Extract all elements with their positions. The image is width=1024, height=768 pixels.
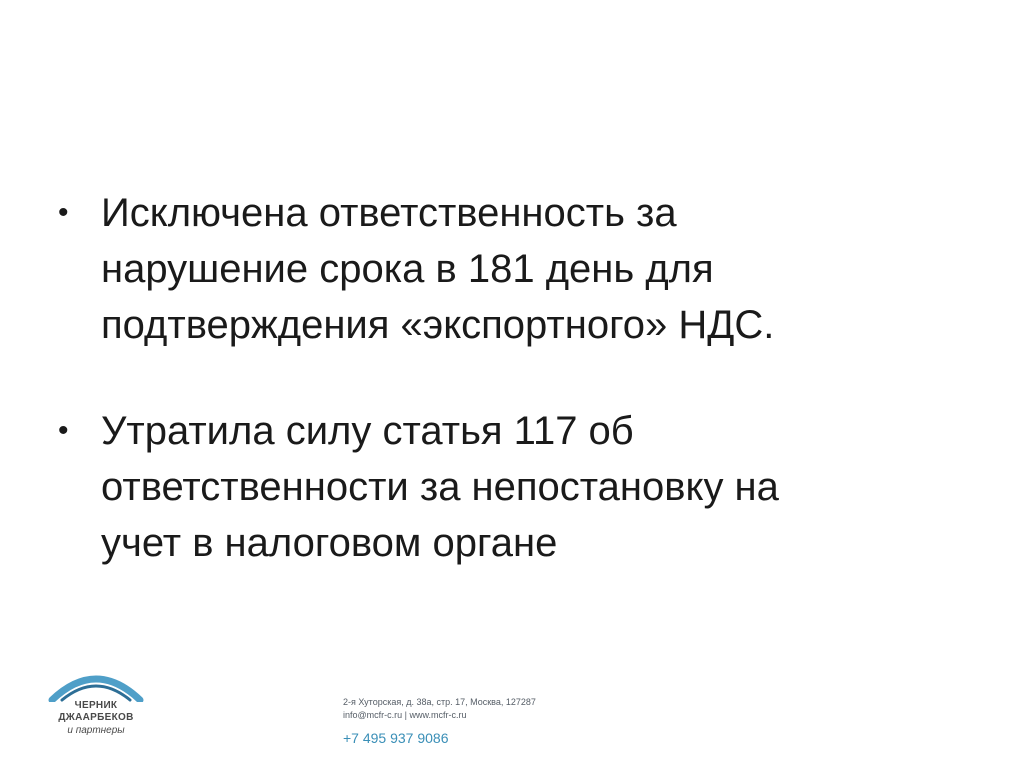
footer-contacts (343, 696, 536, 747)
bullet-text-line: ответственности за непостановку на (101, 465, 779, 509)
bullet-marker: • (58, 196, 69, 229)
bullet-text-line: нарушение срока в 181 день для (101, 247, 714, 291)
bullet-item (56, 403, 956, 571)
bullet-text-line: Исключена ответственность за (101, 191, 677, 235)
bullet-text-line: Утратила силу статья 117 об (101, 409, 634, 453)
logo-text-line: ЧЕРНИК (74, 700, 118, 711)
bullet-item (56, 185, 956, 353)
company-logo (48, 668, 144, 748)
bridge-arc-logo-icon (48, 668, 144, 702)
contact-phone[interactable]: +7 495 937 9086 (343, 730, 449, 746)
bullet-text-line: подтверждения «экспортного» НДС. (101, 303, 775, 347)
bullet-text-line: учет в налоговом органе (101, 521, 558, 565)
bullet-marker: • (58, 414, 69, 447)
logo-text-line: ДЖААРБЕКОВ (58, 712, 134, 723)
contact-address: 2-я Хуторская, д. 38а, стр. 17, Москва, 127287 (343, 697, 536, 707)
logo-text-line: и партнеры (67, 725, 125, 736)
contact-email-web[interactable]: info@mcfr-c.ru | www.mcfr-c.ru (343, 710, 467, 720)
bullet-list (56, 185, 956, 621)
